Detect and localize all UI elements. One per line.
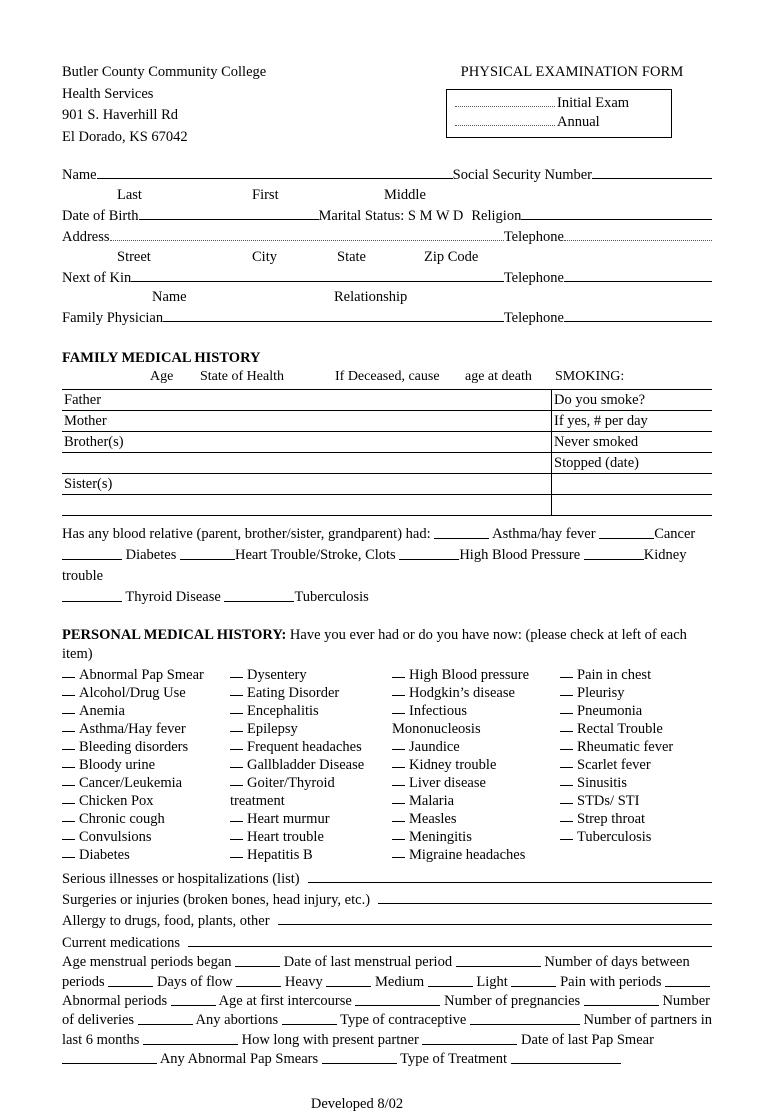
checkbox-blank[interactable] (392, 774, 405, 786)
item-label: treatment (230, 793, 285, 810)
first-intercourse-label: Age at first intercourse (218, 992, 352, 1009)
page-title: PHYSICAL EXAMINATION FORM (460, 64, 684, 80)
dob-row (62, 205, 712, 227)
list-item[interactable] (392, 810, 529, 828)
checkbox-blank[interactable] (62, 774, 75, 786)
religion-input[interactable] (521, 205, 712, 220)
blank-asthma[interactable] (434, 525, 489, 539)
list-item[interactable] (62, 828, 204, 846)
family-history-table (62, 389, 712, 516)
medications-input[interactable] (188, 932, 712, 947)
checkbox-blank[interactable] (62, 702, 75, 714)
days-between-input[interactable] (108, 973, 153, 987)
table-row[interactable] (62, 389, 712, 410)
list-item[interactable] (62, 702, 204, 720)
medium-input[interactable] (428, 973, 473, 987)
exam-type-box (446, 89, 672, 138)
item-label: Hodgkin’s disease (409, 684, 515, 701)
item-label: Tuberculosis (577, 829, 652, 846)
item-label: Jaundice (409, 738, 460, 755)
surgeries-row (62, 889, 712, 910)
address-sublabels (62, 248, 712, 267)
condition-heart: Heart Trouble/Stroke, Clots (234, 546, 396, 563)
list-item[interactable] (392, 828, 529, 846)
narrative-fields (62, 868, 712, 954)
checkbox-blank[interactable] (560, 684, 573, 696)
contraceptive-label: Type of contraceptive (340, 1012, 467, 1029)
checkbox-blank[interactable] (62, 684, 75, 696)
list-item[interactable] (560, 828, 673, 846)
checkbox-blank[interactable] (62, 720, 75, 732)
list-item[interactable] (392, 792, 529, 810)
item-label: Hepatitis B (247, 847, 313, 864)
item-label: Epilepsy (247, 720, 298, 737)
blank-diabetes[interactable] (62, 546, 122, 560)
relative-sisters[interactable]: Sister(s) (62, 473, 552, 494)
heavy-input[interactable] (326, 973, 371, 987)
address-label: Address (62, 229, 110, 245)
list-item[interactable] (62, 720, 204, 738)
surgeries-label: Surgeries or injuries (broken bones, head injury, etc.) (62, 891, 371, 908)
age-menstrual-began-input[interactable] (235, 953, 280, 967)
checkbox-blank[interactable] (560, 810, 573, 822)
checkbox-blank[interactable] (392, 792, 405, 804)
name-sublabels (62, 186, 712, 205)
marital-status-label[interactable]: Marital Status: S M W D (318, 207, 464, 224)
sublabel-street: Street (117, 248, 151, 265)
list-item[interactable] (560, 810, 673, 828)
name-input[interactable] (97, 164, 453, 179)
condition-asthma: Asthma/hay fever (492, 525, 596, 542)
item-label: Dysentery (247, 666, 307, 683)
column-header-smoking: SMOKING: (555, 368, 625, 384)
item-label: Measles (409, 811, 457, 828)
condition-bp: High Blood Pressure (459, 546, 581, 563)
telephone-label-3: Telephone (503, 310, 564, 326)
checkbox-blank[interactable] (62, 666, 75, 678)
list-item[interactable] (230, 666, 364, 684)
list-item-continuation (392, 720, 529, 738)
checkbox-blank[interactable] (62, 846, 75, 858)
abnormal-paps-label: Any Abnormal Pap Smears (159, 1051, 319, 1068)
telephone-label-2: Telephone (503, 269, 564, 286)
dob-input[interactable] (139, 205, 319, 220)
list-item[interactable] (62, 684, 204, 702)
list-item[interactable] (62, 792, 204, 810)
table-row[interactable] (62, 431, 712, 452)
item-label: Frequent headaches (247, 738, 362, 755)
annual-exam-blank[interactable] (455, 113, 555, 126)
religion-label: Religion (471, 207, 522, 224)
allergy-row (62, 910, 712, 931)
pain-input[interactable] (665, 973, 710, 987)
list-item[interactable] (230, 846, 364, 864)
sublabel-city: City (252, 248, 277, 265)
checkbox-blank[interactable] (230, 666, 243, 678)
condition-diabetes: Diabetes (125, 546, 177, 563)
blood-relative-conditions (62, 524, 712, 608)
checkbox-blank[interactable] (560, 666, 573, 678)
checkbox-blank[interactable] (230, 756, 243, 768)
personal-history-columns (62, 666, 712, 866)
address-row (62, 226, 712, 248)
family-physician-input[interactable] (163, 307, 504, 322)
relative-blank-2[interactable] (62, 494, 552, 515)
treatment-type-input[interactable] (511, 1050, 621, 1064)
item-label: Diabetes (79, 847, 130, 864)
item-label: Chronic cough (79, 811, 165, 828)
checkbox-blank[interactable] (230, 774, 243, 786)
family-history-title: FAMILY MEDICAL HISTORY (62, 349, 261, 366)
family-physician-label: Family Physician (62, 310, 164, 326)
item-label: Rheumatic fever (577, 738, 674, 755)
blood-relative-lead: Has any blood relative (parent, brother/sister, grandparent) had: (62, 525, 431, 542)
pain-label: Pain with periods (560, 973, 662, 990)
blank-heart[interactable] (180, 546, 235, 560)
first-intercourse-input[interactable] (355, 992, 440, 1006)
dob-label: Date of Birth (62, 207, 139, 224)
item-label: Scarlet fever (577, 756, 651, 773)
checkbox-blank[interactable] (62, 738, 75, 750)
item-label: Sinusitis (577, 775, 627, 792)
next-of-kin-input[interactable] (131, 267, 504, 282)
last-pap-input[interactable] (62, 1050, 157, 1064)
item-label: Malaria (409, 793, 455, 810)
item-label: Abnormal Pap Smear (79, 666, 204, 683)
item-label: Pleurisy (577, 684, 625, 701)
personal-history-instruction: Have you ever had or do you have now: (please check at left of each item) (62, 626, 687, 662)
checkbox-blank[interactable] (230, 846, 243, 858)
column-header-deceased: If Deceased, cause (335, 368, 440, 384)
org-line-3: 901 S. Haverhill Rd (62, 107, 178, 123)
blank-bp[interactable] (399, 546, 459, 560)
pregnancies-label: Number of pregnancies (444, 992, 581, 1009)
list-item[interactable] (560, 792, 673, 810)
smoking-blank-2[interactable] (552, 494, 713, 515)
list-item[interactable] (230, 738, 364, 756)
org-line-4: El Dorado, KS 67042 (62, 128, 188, 145)
last-period-label: Date of last menstrual period (283, 954, 453, 971)
kin-sublabels (62, 288, 712, 307)
medium-label: Medium (375, 973, 425, 990)
checkbox-blank[interactable] (230, 684, 243, 696)
checkbox-blank[interactable] (560, 828, 573, 840)
next-of-kin-telephone-input[interactable] (564, 267, 712, 282)
blank-tb[interactable] (224, 588, 294, 602)
condition-kidney: Kidney trouble (62, 546, 687, 584)
form-title-block (432, 64, 712, 138)
sublabel-kin-name: Name (152, 289, 187, 305)
list-item-continuation (230, 792, 364, 810)
next-of-kin-row (62, 267, 712, 289)
serious-illnesses-row (62, 868, 712, 889)
blank-thyroid[interactable] (62, 588, 122, 602)
list-item[interactable] (560, 774, 673, 792)
checkbox-blank[interactable] (230, 738, 243, 750)
sublabel-zip: Zip Code (424, 248, 479, 265)
developed-date: Developed 8/02 (310, 1095, 404, 1112)
next-of-kin-label: Next of Kin (62, 269, 132, 286)
checkbox-blank[interactable] (62, 810, 75, 822)
item-label: Mononucleosis (392, 720, 481, 737)
ssn-label: Social Security Number (452, 167, 592, 183)
list-item[interactable] (392, 756, 529, 774)
list-item[interactable] (392, 774, 529, 792)
table-row[interactable] (62, 494, 712, 515)
heavy-label: Heavy (284, 973, 323, 990)
item-label: Rectal Trouble (577, 720, 663, 737)
days-between-label: Number of days between periods (62, 954, 690, 990)
list-item[interactable] (230, 810, 364, 828)
list-item[interactable] (230, 720, 364, 738)
light-input[interactable] (511, 973, 556, 987)
checkbox-blank[interactable] (560, 738, 573, 750)
condition-tb: Tuberculosis (294, 588, 369, 605)
light-label: Light (476, 973, 508, 990)
initial-exam-blank[interactable] (455, 94, 555, 107)
checkbox-blank[interactable] (560, 702, 573, 714)
checkbox-blank[interactable] (62, 792, 75, 804)
item-label: Infectious (409, 702, 467, 719)
address-input[interactable] (110, 226, 504, 241)
list-item[interactable] (62, 810, 204, 828)
checkbox-blank[interactable] (560, 792, 573, 804)
checkbox-blank[interactable] (230, 828, 243, 840)
sublabel-state: State (337, 248, 366, 265)
checkbox-blank[interactable] (392, 702, 405, 714)
item-label: Strep throat (577, 811, 646, 828)
item-label: Pain in chest (577, 666, 652, 683)
smoking-blank-1[interactable] (552, 473, 713, 494)
list-item[interactable] (230, 684, 364, 702)
relative-father[interactable]: Father (62, 389, 552, 410)
how-long-partner-label: How long with present partner (241, 1031, 419, 1048)
reproductive-history (62, 953, 712, 1069)
list-item[interactable] (62, 738, 204, 756)
personal-history-column-4 (560, 666, 673, 847)
list-item[interactable] (62, 756, 204, 774)
personal-history-intro (62, 626, 712, 665)
abortions-label: Any abortions (195, 1012, 279, 1029)
checkbox-blank[interactable] (392, 738, 405, 750)
relative-brothers[interactable]: Brother(s) (62, 431, 552, 452)
home-telephone-input[interactable] (564, 226, 712, 241)
condition-cancer: Cancer (654, 525, 696, 542)
checkbox-blank[interactable] (230, 810, 243, 822)
item-label: Asthma/Hay fever (79, 720, 186, 737)
allergy-label: Allergy to drugs, food, plants, other (62, 913, 270, 930)
item-label: Heart murmur (247, 811, 330, 828)
exam-type-initial-row[interactable] (447, 94, 671, 113)
list-item[interactable] (392, 738, 529, 756)
ssn-input[interactable] (592, 164, 712, 179)
personal-history-column-2 (230, 666, 364, 865)
list-item[interactable] (392, 666, 529, 684)
serious-illnesses-label: Serious illnesses or hospitalizations (list) (62, 870, 300, 887)
list-item[interactable] (230, 702, 364, 720)
item-label: Alcohol/Drug Use (79, 684, 186, 701)
abortions-input[interactable] (282, 1011, 337, 1025)
relative-blank-1[interactable] (62, 452, 552, 473)
item-label: Eating Disorder (247, 684, 340, 701)
org-line-1: Butler County Community College (62, 64, 267, 80)
org-line-2: Health Services (62, 85, 154, 102)
smoking-never[interactable]: Never smoked (552, 431, 713, 452)
deliveries-input[interactable] (138, 1011, 193, 1025)
list-item[interactable] (62, 774, 204, 792)
column-header-age-death: age at death (465, 368, 532, 384)
how-long-partner-input[interactable] (422, 1031, 517, 1045)
list-item[interactable] (230, 756, 364, 774)
organization-address (62, 62, 266, 148)
sublabel-first: First (252, 186, 279, 203)
item-label: Heart trouble (247, 829, 324, 846)
initial-exam-label: Initial Exam (557, 95, 630, 111)
deliveries-label: Number of deliveries (62, 992, 710, 1029)
medications-label: Current medications (62, 934, 180, 951)
checkbox-blank[interactable] (560, 756, 573, 768)
telephone-label-1: Telephone (503, 229, 564, 245)
checkbox-blank[interactable] (392, 684, 405, 696)
abnormal-periods-input[interactable] (171, 992, 216, 1006)
item-label: Chicken Pox (79, 793, 154, 810)
table-row[interactable] (62, 410, 712, 431)
list-item[interactable] (392, 684, 529, 702)
partners-label: Number of partners in last 6 months (62, 1012, 712, 1048)
list-item[interactable] (392, 702, 529, 720)
medications-row (62, 932, 712, 953)
exam-type-annual-row[interactable] (447, 113, 671, 132)
checkbox-blank[interactable] (230, 702, 243, 714)
checkbox-blank[interactable] (392, 810, 405, 822)
checkbox-blank[interactable] (230, 720, 243, 732)
list-item[interactable] (560, 738, 673, 756)
item-label: Migraine headaches (409, 847, 526, 864)
checkbox-blank[interactable] (392, 828, 405, 840)
item-label: Gallbladder Disease (247, 756, 365, 773)
personal-history-column-1 (62, 666, 204, 865)
checkbox-blank[interactable] (392, 666, 405, 678)
item-label: Liver disease (409, 775, 486, 792)
item-label: Bloody urine (79, 756, 156, 773)
blank-kidney[interactable] (584, 546, 644, 560)
list-item[interactable] (560, 756, 673, 774)
checkbox-blank[interactable] (560, 720, 573, 732)
days-of-flow-label: Days of flow (156, 973, 233, 990)
checkbox-blank[interactable] (392, 756, 405, 768)
last-period-input[interactable] (456, 953, 541, 967)
last-pap-label: Date of last Pap Smear (521, 1031, 654, 1048)
sublabel-kin-relationship: Relationship (334, 289, 408, 305)
annual-exam-label: Annual (557, 114, 600, 130)
list-item[interactable] (560, 666, 673, 684)
list-item[interactable] (560, 702, 673, 720)
item-label: High Blood pressure (409, 666, 530, 683)
serious-illnesses-input[interactable] (308, 868, 712, 883)
checkbox-blank[interactable] (62, 756, 75, 768)
sublabel-middle: Middle (384, 186, 426, 203)
surgeries-input[interactable] (378, 889, 712, 904)
item-label: Meningitis (409, 829, 472, 846)
days-of-flow-input[interactable] (236, 973, 281, 987)
treatment-type-label: Type of Treatment (400, 1051, 508, 1068)
item-label: Bleeding disorders (79, 738, 189, 755)
list-item[interactable] (560, 720, 673, 738)
item-label: Goiter/Thyroid (247, 775, 335, 792)
family-physician-row (62, 307, 712, 329)
form-header (62, 62, 712, 148)
item-label: Kidney trouble (409, 756, 497, 773)
physician-telephone-input[interactable] (564, 307, 712, 322)
list-item[interactable] (230, 828, 364, 846)
checkbox-blank[interactable] (560, 774, 573, 786)
name-row (62, 164, 712, 186)
abnormal-paps-input[interactable] (322, 1050, 397, 1064)
abnormal-periods-label: Abnormal periods (62, 992, 168, 1009)
list-item[interactable] (560, 684, 673, 702)
item-label: Pneumonia (577, 702, 643, 719)
age-menstrual-began-label: Age menstrual periods began (62, 954, 232, 971)
table-row[interactable] (62, 452, 712, 473)
smoking-stopped-date[interactable]: Stopped (date) (552, 452, 713, 473)
table-row[interactable] (62, 473, 712, 494)
name-label: Name (62, 167, 97, 183)
checkbox-blank[interactable] (392, 846, 405, 858)
pregnancies-input[interactable] (584, 992, 659, 1006)
personal-history-title: PERSONAL MEDICAL HISTORY: (62, 626, 287, 643)
smoking-per-day[interactable]: If yes, # per day (552, 410, 713, 431)
item-label: Encephalitis (247, 702, 319, 719)
relative-mother[interactable]: Mother (62, 410, 552, 431)
personal-history-column-3 (392, 666, 529, 865)
item-label: Anemia (79, 702, 125, 719)
item-label: Cancer/Leukemia (79, 775, 183, 792)
identity-section (62, 164, 712, 329)
item-label: Convulsions (79, 829, 152, 846)
column-header-age: Age (150, 368, 174, 384)
family-history-column-headers (62, 369, 712, 389)
column-header-state: State of Health (200, 368, 284, 384)
list-item[interactable] (62, 666, 204, 684)
list-item[interactable] (392, 846, 529, 864)
list-item[interactable] (230, 774, 364, 792)
list-item[interactable] (62, 846, 204, 864)
blank-cancer[interactable] (599, 525, 654, 539)
condition-thyroid: Thyroid Disease (125, 588, 221, 605)
checkbox-blank[interactable] (62, 828, 75, 840)
item-label: STDs/ STI (577, 793, 640, 810)
smoking-do-you-smoke[interactable]: Do you smoke? (552, 389, 713, 410)
allergy-input[interactable] (278, 910, 712, 925)
contraceptive-input[interactable] (470, 1011, 580, 1025)
sublabel-last: Last (117, 186, 142, 203)
partners-input[interactable] (143, 1031, 238, 1045)
